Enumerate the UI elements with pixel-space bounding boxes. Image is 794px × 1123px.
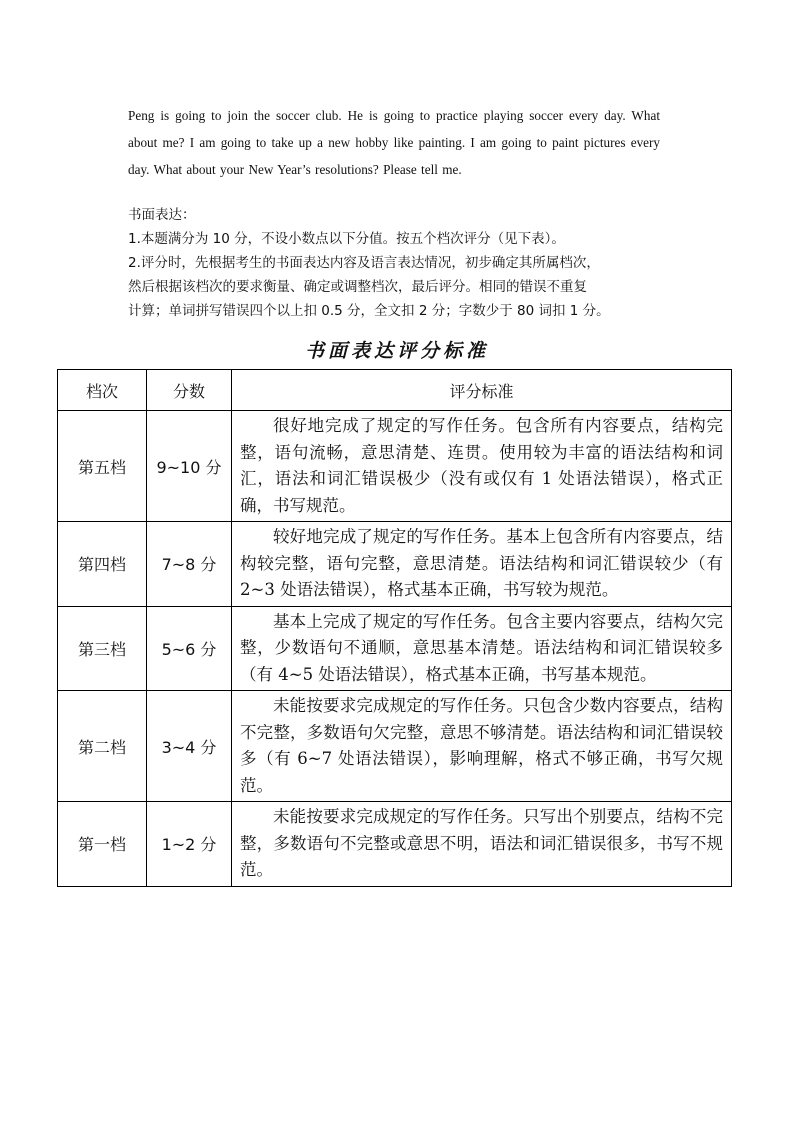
score-cell: 9~10 分 (147, 411, 232, 522)
table-row (58, 802, 732, 887)
level-cell: 第三档 (58, 606, 147, 691)
instructions-line-1: 1.本题满分为 10 分，不设小数点以下分值。按五个档次评分（见下表）。 (128, 231, 565, 247)
table-row (58, 691, 732, 802)
instructions-heading: 书面表达： (128, 207, 196, 223)
table-row (58, 606, 732, 691)
level-cell: 第二档 (58, 691, 147, 802)
header-criteria: 评分标准 (232, 370, 732, 411)
criteria-cell: 未能按要求完成规定的写作任务。只写出个别要点，结构不完整，多数语句不完整或意思不明，语法和词汇错误很多，书写不规范。 (232, 802, 732, 887)
table-row (58, 411, 732, 522)
instructions-line-4: 计算；单词拼写错误四个以上扣 0.5 分，全文扣 2 分；字数少于 80 词扣 1 分。 (128, 303, 610, 319)
scoring-rubric-table (57, 369, 732, 887)
english-passage: Peng is going to join the soccer club. He is going to practice playing soccer every day. What about me? I am going to take up a new hobby like painting. I am going to paint pictures every day. What about your New Year’s resolutions? Please tell me. (128, 108, 660, 177)
score-cell: 3~4 分 (147, 691, 232, 802)
scoring-instructions (128, 203, 688, 323)
score-cell: 1~2 分 (147, 802, 232, 887)
level-cell: 第一档 (58, 802, 147, 887)
criteria-cell: 基本上完成了规定的写作任务。包含主要内容要点，结构欠完整，少数语句不通顺，意思基本清楚。语法结构和词汇错误较多（有 4~5 处语法错误），格式基本正确，书写基本规范。 (232, 606, 732, 691)
table-header-row (58, 370, 732, 411)
level-cell: 第五档 (58, 411, 147, 522)
header-score: 分数 (147, 370, 232, 411)
criteria-cell: 较好地完成了规定的写作任务。基本上包含所有内容要点，结构较完整，语句完整，意思清楚。语法结构和词汇错误较少（有 2~3 处语法错误），格式基本正确，书写较为规范。 (232, 522, 732, 607)
instructions-line-2: 2.评分时，先根据考生的书面表达内容及语言表达情况，初步确定其所属档次， (128, 255, 600, 271)
score-cell: 7~8 分 (147, 522, 232, 607)
table-row (58, 522, 732, 607)
level-cell: 第四档 (58, 522, 147, 607)
header-level: 档次 (58, 370, 147, 411)
criteria-cell: 未能按要求完成规定的写作任务。只包含少数内容要点，结构不完整，多数语句欠完整，意思不够清楚。语法结构和词汇错误较多（有 6~7 处语法错误），影响理解，格式不够正确，书写欠规范。 (232, 691, 732, 802)
instructions-line-3: 然后根据该档次的要求衡量、确定或调整档次，最后评分。相同的错误不重复 (128, 279, 587, 295)
criteria-cell: 很好地完成了规定的写作任务。包含所有内容要点，结构完整，语句流畅，意思清楚、连贯。使用较为丰富的语法结构和词汇，语法和词汇错误极少（没有或仅有 1 处语法错误），格式正确，书写规范。 (232, 411, 732, 522)
table-title: 书面表达评分标准 (304, 340, 489, 362)
score-cell: 5~6 分 (147, 606, 232, 691)
